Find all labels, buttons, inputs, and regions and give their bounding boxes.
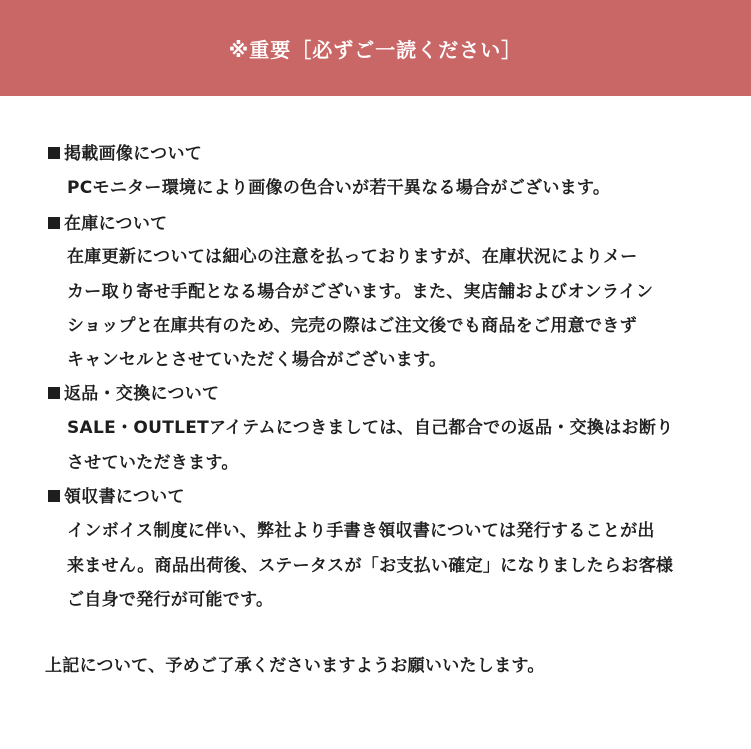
section-heading-returns: 返品・交換について xyxy=(48,382,219,406)
square-bullet-icon xyxy=(48,147,60,159)
section-text-line: 来ません。商品出荷後、ステータスが「お支払い確定」になりましたらお客様 xyxy=(67,556,674,576)
section-heading-stock: 在庫について xyxy=(48,212,167,236)
section-text-line: 在庫更新については細心の注意を払っておりますが、在庫状況によりメー xyxy=(67,247,638,267)
banner-title: ※重要［必ずご一読ください］ xyxy=(228,37,523,62)
square-bullet-icon xyxy=(48,490,60,502)
square-bullet-icon xyxy=(48,387,60,399)
section-heading-images: 掲載画像について xyxy=(48,142,202,166)
section-text-line: ショップと在庫共有のため、完売の際はご注文後でも商品をご用意できず xyxy=(67,316,637,336)
closing-note: 上記について、予めご了承くださいますようお願いいたします。 xyxy=(45,656,545,676)
section-text-line: ご自身で発行が可能です。 xyxy=(67,590,274,610)
section-text-line: させていただきます。 xyxy=(67,453,239,473)
section-text-line: SALE・OUTLETアイテムにつきましては、自己都合での返品・交換はお断り xyxy=(67,418,674,438)
section-text-line: PCモニター環境により画像の色合いが若干異なる場合がございます。 xyxy=(67,178,611,198)
section-text-line: キャンセルとさせていただく場合がございます。 xyxy=(67,350,447,370)
section-heading-receipt: 領収書について xyxy=(48,485,185,509)
section-text-line: インボイス制度に伴い、弊社より手書き領収書については発行することが出 xyxy=(67,521,655,541)
section-text-line: カー取り寄せ手配となる場合がございます。また、実店舗およびオンライン xyxy=(67,282,654,302)
square-bullet-icon xyxy=(48,217,60,229)
